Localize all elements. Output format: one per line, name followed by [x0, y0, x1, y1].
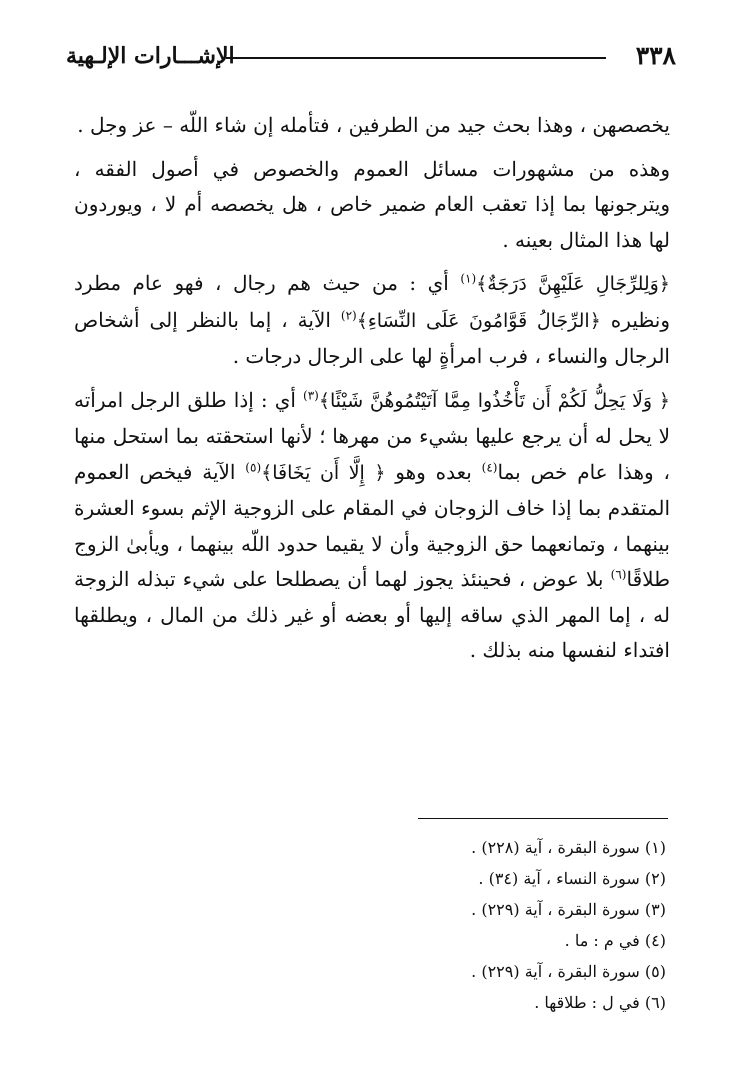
body-text [74, 108, 670, 669]
footnote: (١) سورة البقرة ، آية (٢٢٨) . [471, 838, 666, 857]
page-number: ٣٣٨ [635, 41, 676, 70]
footnote: (٦) في ل : طلاقها . [534, 993, 666, 1012]
footnote: (٢) سورة النساء ، آية (٣٤) . [478, 869, 666, 888]
footnote: (٣) سورة البقرة ، آية (٢٢٩) . [471, 900, 666, 919]
quran-verse: ﴿ وَلَا يَحِلُّ لَكُمْ أَن تَأْخُذُوا مِمَّا آتَيْتُمُوهُنَّ شَيْئًا﴾ [318, 389, 670, 412]
quran-verse: ﴿وَلِلرِّجَالِ عَلَيْهِنَّ دَرَجَةٌ﴾ [476, 273, 670, 295]
footnote-marker: (٥) [245, 459, 262, 474]
footnote-marker: (٣) [303, 387, 319, 402]
footnote-marker: (١) [460, 271, 477, 286]
paragraph [74, 108, 670, 144]
quran-verse: ﴿الرِّجَالُ قَوَّامُونَ عَلَى النِّسَاءِ﴾ [356, 309, 601, 332]
footnote-marker: (٤) [481, 459, 498, 474]
text-run: وهذه من مشهورات مسائل العموم والخصوص في أصول الفقه ، ويترجونها بما إذا تعقب العام ضمير خاص ، هل يخصصه أم لا ، ويوردون لها هذا المثال بعينه . [74, 156, 670, 252]
header-rule [226, 57, 606, 59]
running-title: الإشـــارات الإلـهية [66, 43, 235, 69]
footnotes [74, 832, 666, 1018]
footnote-marker: (٢) [340, 307, 357, 322]
quran-verse: ﴿ إِلَّا أَن يَخَافَا﴾ [261, 461, 386, 484]
paragraph [74, 266, 670, 375]
footnote: (٤) في م : ما . [564, 931, 666, 950]
text-run: بلا عوض ، فحينئذ يجوز لهما أن يصطلحا على شيء تبذله الزوجة له ، إما المهر الذي ساقه إليها أو بعضه أو غير ذلك من المال ، ويطلقها افتداء لنفسها منه بذلك . [74, 567, 671, 662]
text-run: أي : من حيث هم رجال ، فهو عام مطرد ونظيره [74, 271, 670, 332]
text-run: الآية ، إما بالنظر إلى أشخاص الرجال والنساء ، فرب امرأةٍ لها على الرجال درجات . [74, 307, 670, 368]
footnote-divider [418, 818, 668, 819]
paragraph [74, 383, 670, 669]
text-run: يخصصهن ، وهذا بحث جيد من الطرفين ، فتأمله إن شاء اللّه – عز وجل . [77, 113, 670, 137]
text-run: أي : إذا طلق الرجل امرأته لا يحل له أن يرجع عليها بشيء من مهرها ؛ لأنها استحقته بما استحل منها ، وهذا عام خص بما [74, 387, 670, 484]
footnote: (٥) سورة البقرة ، آية (٢٢٩) . [471, 962, 666, 981]
text-run: الآية فيخص العموم المتقدم بما إذا خاف الزوجان في المقام على الزوجية الإثم بسوء العشرة بينهما ، وتمانعهما حق الزوجية وأن لا يقيما حدود اللّه بينهما ، ويأبىٰ الزوج طلاقًا [74, 459, 670, 591]
text-run: بعده وهو [385, 459, 482, 484]
paragraph [74, 152, 670, 259]
footnote-marker: (٦) [610, 567, 627, 582]
running-header [66, 40, 676, 76]
